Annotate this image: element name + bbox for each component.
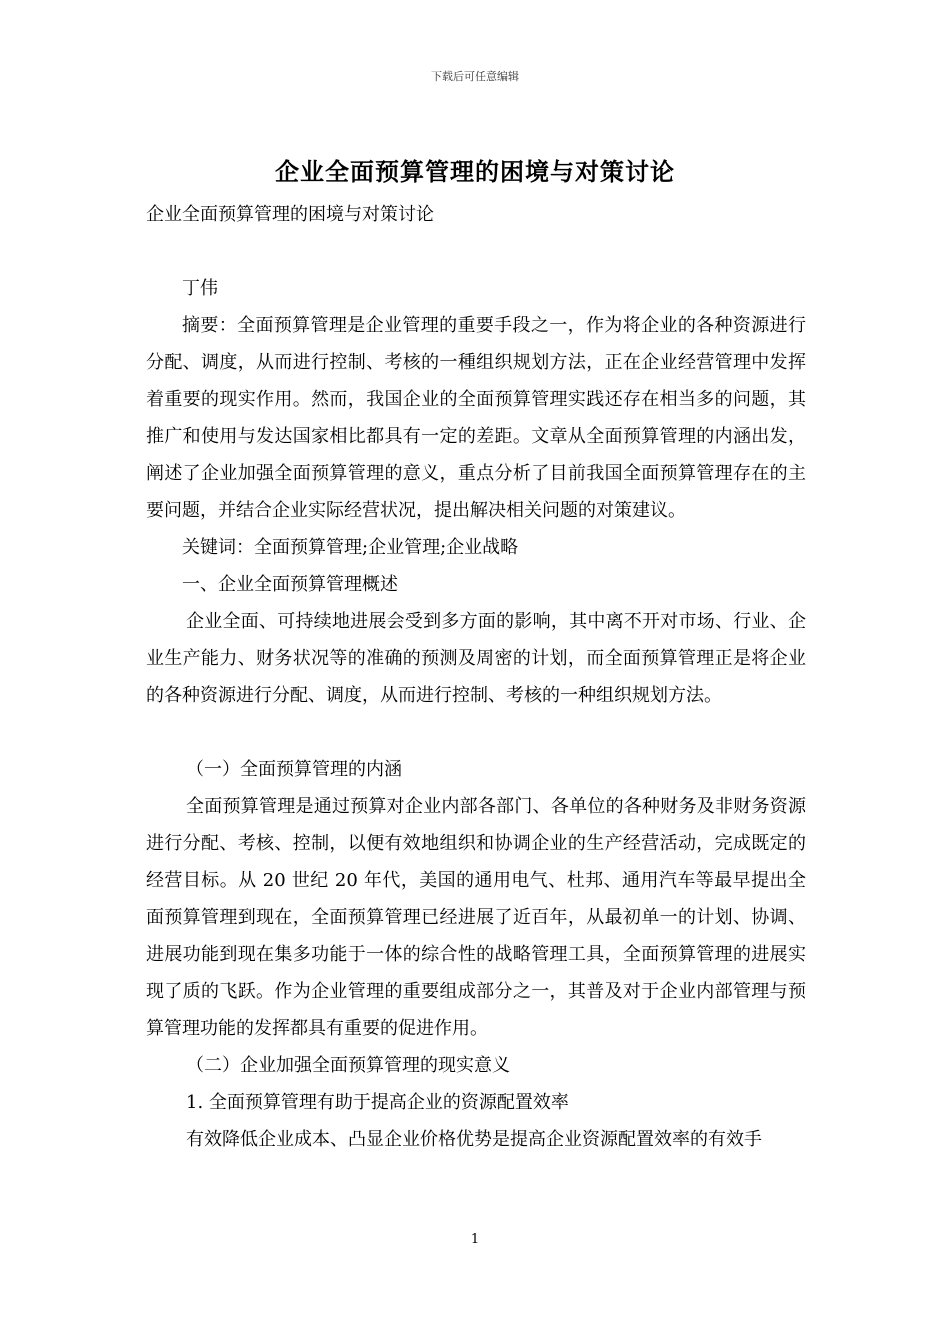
- body-paragraph: 有效降低企业成本、凸显企业价格优势是提高企业资源配置效率的有效手: [186, 1129, 762, 1150]
- document-body: [146, 196, 806, 1158]
- item-heading: 1. 全面预算管理有助于提高企业的资源配置效率: [186, 1092, 569, 1113]
- subsection-heading: （二）企业加强全面预算管理的现实意义: [186, 1055, 510, 1076]
- page-number: 1: [470, 1232, 480, 1247]
- blank-line: [146, 714, 806, 751]
- body-paragraph: 企业全面、可持续地进展会受到多方面的影响，其中离不开对市场、行业、企业生产能力、财务状况等的准确的预测及周密的计划，而全面预算管理正是将企业的各种资源进行分配、调度，从而进行控制、考核的一种组织规划方法。: [146, 611, 806, 706]
- abstract-paragraph: 摘要：全面预算管理是企业管理的重要手段之一，作为将企业的各种资源进行分配、调度，从而进行控制、考核的一種组织规划方法，正在企业经营管理中发挥着重要的现实作用。然而，我国企业的全面预算管理实践还存在相当多的问题，其推广和使用与发达国家相比都具有一定的差距。文章从全面预算管理的内涵出发，阐述了企业加强全面预算管理的意义，重点分析了目前我国全面预算管理存在的主要问题，并结合企业实际经营状况，提出解决相关问题的对策建议。: [146, 315, 806, 521]
- body-paragraph: 全面预算管理是通过预算对企业内部各部门、各单位的各种财务及非财务资源进行分配、考核、控制，以便有效地组织和协调企业的生产经营活动，完成既定的经营目标。从 20 世纪 20 年代，美国的通用电气、杜邦、通用汽车等最早提出全面预算管理到现在，全面预算管理已经进展了近百年，从最初单一的计划、协调、进展功能到现在集多功能于一体的综合性的战略管理工具，全面预算管理的进展实现了质的飞跃。作为企业管理的重要组成部分之一，其普及对于企业内部管理与预算管理功能的发挥都具有重要的促进作用。: [146, 796, 806, 1039]
- author: 丁伟: [182, 278, 218, 299]
- header-note: 下载后可任意编辑: [431, 70, 519, 83]
- keywords: 关键词：全面预算管理;企业管理;企业战略: [182, 537, 519, 558]
- blank-line: [146, 233, 806, 270]
- subtitle: 企业全面预算管理的困境与对策讨论: [146, 204, 434, 225]
- subsection-heading: （一）全面预算管理的内涵: [186, 759, 402, 780]
- section-heading: 一、企业全面预算管理概述: [182, 574, 398, 595]
- document-title: 企业全面预算管理的困境与对策讨论: [275, 157, 675, 186]
